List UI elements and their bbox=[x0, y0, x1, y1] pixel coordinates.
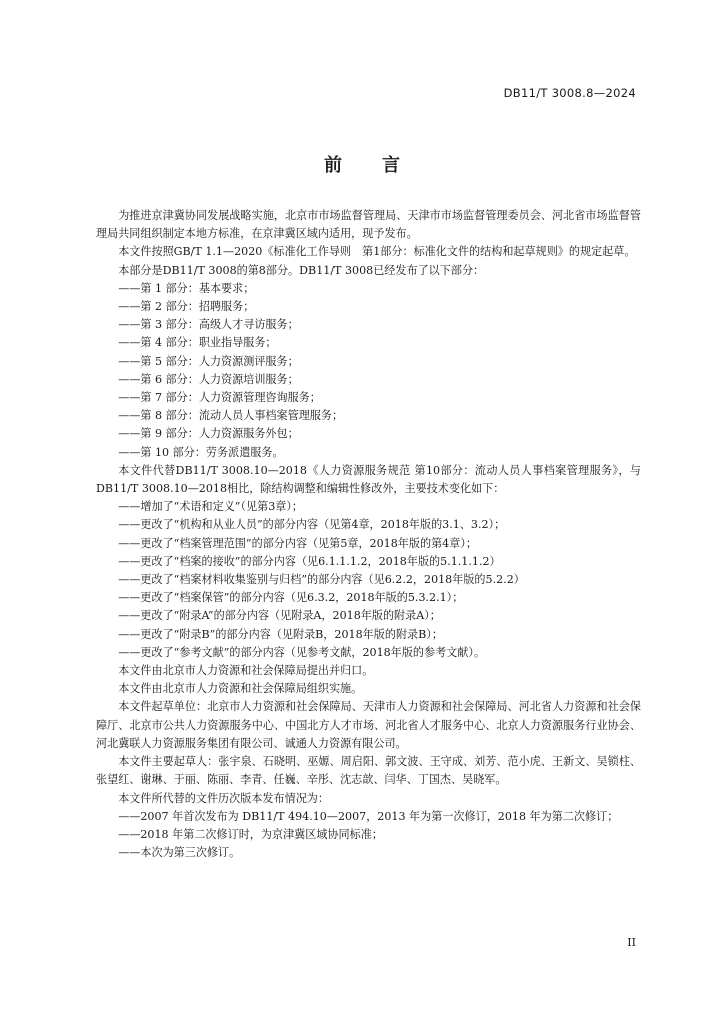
list-item: ——第 7 部分：人力资源管理咨询服务； bbox=[118, 391, 321, 405]
document-code: DB11/T 3008.8—2024 bbox=[503, 86, 636, 100]
list-item: ——更改了“档案保管”的部分内容（见6.3.2，2018年版的5.3.2.1）； bbox=[118, 591, 464, 605]
list-item: ——本次为第三次修订。 bbox=[118, 846, 241, 860]
list-item: ——更改了“附录A”的部分内容（见附录A，2018年版的附录A）； bbox=[118, 609, 441, 623]
list-item: ——第 3 部分：高级人才寻访服务； bbox=[118, 318, 299, 332]
list-item: ——第 4 部分：职业指导服务； bbox=[118, 336, 277, 350]
body-paragraph: 本文件由北京市人力资源和社会保障局提出并归口。 bbox=[118, 664, 374, 678]
body-paragraph: 本文件由北京市人力资源和社会保障局组织实施。 bbox=[118, 682, 363, 696]
list-item: ——第 1 部分：基本要求； bbox=[118, 281, 255, 295]
document-body bbox=[96, 207, 641, 862]
changes-list bbox=[96, 498, 641, 662]
drafters-paragraph: 本文件主要起草人：张宇泉、石晓明、巫嫄、周启阳、郭文波、王守成、刘芳、范小虎、王新文、吴锁柱、张望红、谢琳、于丽、陈丽、李青、任巍、辛彤、沈志歆、闫华、丁国杰、吴晓军。 bbox=[96, 755, 641, 787]
list-item: ——第 10 部分：劳务派遣服务。 bbox=[118, 445, 284, 459]
list-item: ——更改了“参考文献”的部分内容（见参考文献，2018年版的参考文献）。 bbox=[118, 645, 486, 659]
list-item: ——更改了“档案材料收集鉴别与归档”的部分内容（见6.2.2，2018年版的5.2.2） bbox=[118, 573, 525, 587]
replace-paragraph: 本文件代替DB11/T 3008.10—2018《人力资源服务规范 第10部分：流动人员人事档案管理服务》，与DB11/T 3008.10—2018相比，除结构调整和编辑性修改外，主要技术变化如下： bbox=[96, 463, 641, 496]
list-item: ——第 8 部分：流动人员人事档案管理服务； bbox=[118, 409, 344, 423]
body-paragraph: 本文件所代替的文件历次版本发布情况为： bbox=[118, 791, 329, 805]
list-item: ——2018 年第二次修订时，为京津冀区域协同标准； bbox=[118, 827, 383, 841]
list-item: ——更改了“机构和从业人员”的部分内容（见第4章，2018年版的3.1、3.2）； bbox=[118, 518, 506, 532]
page-number: II bbox=[627, 936, 636, 949]
history-list bbox=[96, 808, 641, 863]
intro-paragraph: 本文件按照GB/T 1.1—2020《标准化工作导则 第1部分：标准化文件的结构和起草规则》的规定起草。 bbox=[118, 245, 636, 259]
list-item: ——更改了“档案管理范围”的部分内容（见第5章，2018年版的第4章）； bbox=[118, 536, 477, 550]
list-item: ——更改了“附录B”的部分内容（见附录B，2018年版的附录B）； bbox=[118, 627, 443, 641]
list-item: ——第 9 部分：人力资源服务外包； bbox=[118, 427, 299, 441]
list-item: ——更改了“档案的接收”的部分内容（见6.1.1.1.2，2018年版的5.1.1.1.2） bbox=[118, 554, 501, 568]
list-item: ——第 5 部分：人力资源测评服务； bbox=[118, 354, 299, 368]
parts-list bbox=[96, 280, 641, 462]
page-title: 前言 bbox=[324, 155, 440, 176]
list-item: ——第 6 部分：人力资源培训服务； bbox=[118, 372, 299, 386]
intro-paragraph: 为推进京津冀协同发展战略实施，北京市市场监督管理局、天津市市场监督管理委员会、河北省市场监督管理局共同组织制定本地方标准，在京津冀区域内适用，现予发布。 bbox=[96, 209, 641, 241]
list-item: ——第 2 部分：招聘服务； bbox=[118, 300, 255, 314]
drafting-units-paragraph: 本文件起草单位：北京市人力资源和社会保障局、天津市人力资源和社会保障局、河北省人力资源和社会保障厅、北京市公共人力资源服务中心、中国北方人才市场、河北省人才服务中心、北京人力资源服务行业协会、河北冀联人力资源服务集团有限公司、诚通人力资源有限公司。 bbox=[96, 700, 641, 750]
list-item: ——增加了“术语和定义”（见第3章）； bbox=[118, 500, 303, 514]
intro-paragraph: 本部分是DB11/T 3008的第8部分。DB11/T 3008已经发布了以下部分： bbox=[118, 263, 485, 277]
list-item: ——2007 年首次发布为 DB11/T 494.10—2007，2013 年为第一次修订，2018 年为第二次修订； bbox=[118, 809, 619, 823]
